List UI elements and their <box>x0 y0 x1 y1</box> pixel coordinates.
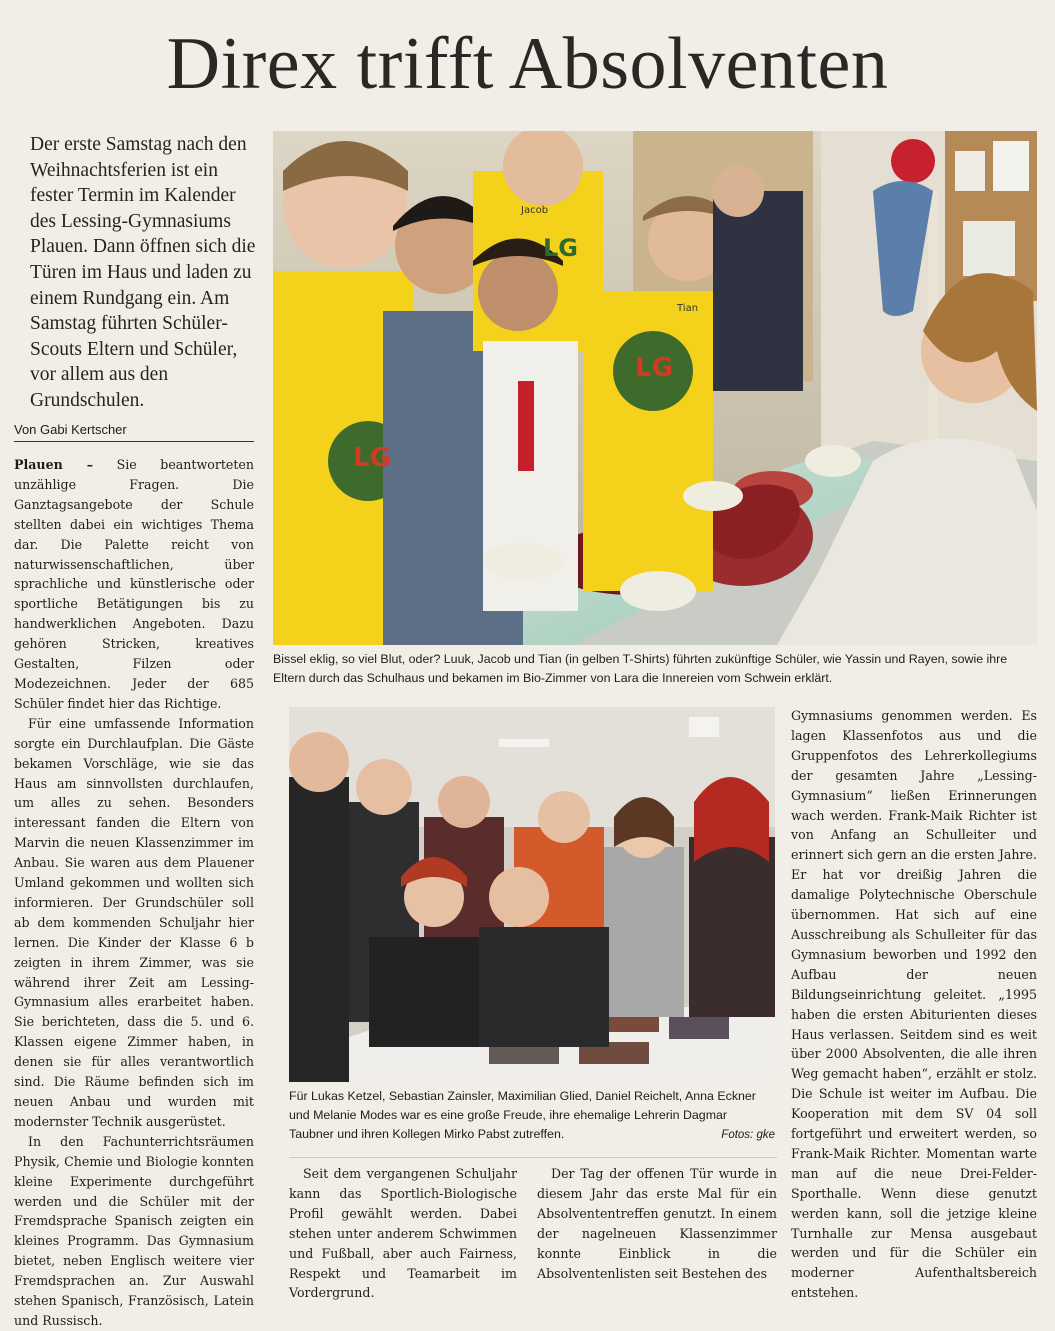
shirt-logo-lg-2: LG <box>543 234 578 262</box>
headline: Direx trifft Absolventen <box>166 23 889 105</box>
body-paragraph-5: Der Tag der offenen Tür wurde in diesem Jahr das erste Mal für ein Absolvententreffen genutzt. In einem der nagelneuen Klassenzimmer konnte Einblick in die Absolventenlisten seit Bestehen des <box>537 1166 777 1281</box>
body-paragraph-1-text: Sie beantworteten unzählige Fragen. Die Ganztagsangebote der Schule stellten dabei ein wichtiges Thema dar. Die Palette reicht von naturwissenschaftlichen, über sprachliche und künstlerische oder sportliche Betätigungen bis zu handwerklichen Angeboten. Dazu gehören Stricken, kreatives Gestalten, Filzen oder Modezeichnen. Jeder der 685 Schüler findet hier das Richtige. <box>14 457 254 711</box>
article-column-3 <box>537 1164 777 1284</box>
photo-credit: Fotos: gke <box>721 1129 775 1141</box>
caption-divider <box>289 1157 777 1158</box>
shirt-label-jacob: Jacob <box>521 205 549 216</box>
dateline: Plauen – <box>14 457 93 472</box>
body-paragraph-3: In den Fachunterrichtsräumen Physik, Chemie und Biologie konnten kleine Experimente durchgeführt werden und die Schüler mit der Fremdsprache Spanisch zeigten ein kleines Programm. Das Gymnasium bietet, neben Englisch weitere vier Fremdsprachen an. Zur Auswahl stehen Spanisch, Französisch, Latein und Russisch. <box>14 1133 254 1328</box>
shirt-logo-lg-1: LG <box>353 443 391 473</box>
lead-paragraph: Der erste Samstag nach den Weihnachtsferien ist ein fester Termin im Kalender des Lessing-Gymnasiums Plauen. Dann öffnen sich die Türen im Haus und laden zu einem Rundgang ein. Am Samstag führten Schüler-Scouts Eltern und Schüler, vor allem aus den Grundschulen. <box>30 134 256 411</box>
body-paragraph-6: Gymnasiums genommen werden. Es lagen Klassenfotos aus und die Gruppenfotos des Lehrerkollegiums der gesamten Jahre „Lessing-Gymnasium“ ließen Erinnerungen wach werden. Frank-Maik Richter ist von Anfang an Schulleiter und erinnert sich gern an die ersten Jahre. Er hat vor dreißig Jahren die damalige Polytechnische Oberschule übernommen. Hat sich auf eine Ausschreibung als Schulleiter für das Gymnasium beworben und 1992 den Aufbau der neuen Bildungseinrichtung geleitet. „1995 haben die ersten Abiturienten dieses Haus verlassen. Seitdem sind es weit über 2000 Absolventen, die alle ihren Weg gemacht haben“, erzählt er stolz. Die Schule ist weiter im Aufbau. Die Kooperation mit dem SV 04 soll fortgeführt und erweitert werden, so Frank-Maik Richter. Momentan warte man auf die neue Drei-Felder-Sporthalle. Wenn diese genutzt werden kann, soll die jetzige kleine Turnhalle zur Mensa ausgebaut werden und für die Schüler ein moderner Aufenthaltsbereich entstehen. <box>791 708 1037 1301</box>
photo-biology-lab <box>273 131 1037 645</box>
photo-biology-lab-caption: Bissel eklig, so viel Blut, oder? Luuk, Jacob und Tian (in gelben T-Shirts) führten zukünftige Schüler, wie Yassin und Rayen, sowie ihre Eltern durch das Schulhaus und bekamen im Bio-Zimmer von Lara die Innereien vom Schwein erklärt. <box>273 652 1008 685</box>
author-byline: Von Gabi Kertscher <box>14 422 254 442</box>
body-paragraph-1 <box>14 455 254 714</box>
photo-graduates-group <box>289 707 775 1082</box>
body-paragraph-4: Seit dem vergangenen Schuljahr kann das Sportlich-Biologische Profil gewählt werden. Dabei stehen unter anderem Schwimmen und Fußball, aber auch Fairness, Respekt und Teamarbeit im Vordergrund. <box>289 1166 517 1301</box>
article-column-4 <box>791 706 1037 1301</box>
photo-graduates-caption: Für Lukas Ketzel, Sebastian Zainsler, Maximilian Glied, Daniel Reichelt, Anna Eckner und Melanie Modes war es eine große Freude, ihre ehemalige Lehrerin Dagmar Taubner und ihren Kollegen Mirko Pabst zutreffen. <box>289 1089 756 1141</box>
photo-biology-lab-illustration <box>273 131 1037 645</box>
article-column-2 <box>289 1164 517 1301</box>
photo-graduates-illustration <box>289 707 775 1082</box>
shirt-label-tian: Tian <box>677 303 699 314</box>
article-column-1 <box>14 455 254 1328</box>
body-paragraph-2: Für eine umfassende Information sorgte ein Durchlaufplan. Die Gäste bekamen Vorschläge, wie sie das Haus am sinnvollsten durchlaufen, um alles zu sehen. Besonders interessant fanden die Eltern von Marvin die neuen Klassenzimmer im Anbau. Sie waren aus dem Plauener Umland gekommen und wollten sich informieren. Der Grundschüler soll ab dem kommenden Schuljahr hier lernen. Die Kinder der Klasse 6 b zeigten in ihrem Zimmer, was sie während ihrer Zeit am Lessing-Gymnasium alles erarbeitet haben. Sie berichteten, dass die 5. und 6. Klassen eigene Zimmer haben, in denen sie für alles verantwortlich sind. Die Räume befinden sich im neuen Anbau und wurden mit modernster Technik ausgerüstet. <box>14 715 254 1129</box>
shirt-logo-lg-3: LG <box>635 353 673 383</box>
